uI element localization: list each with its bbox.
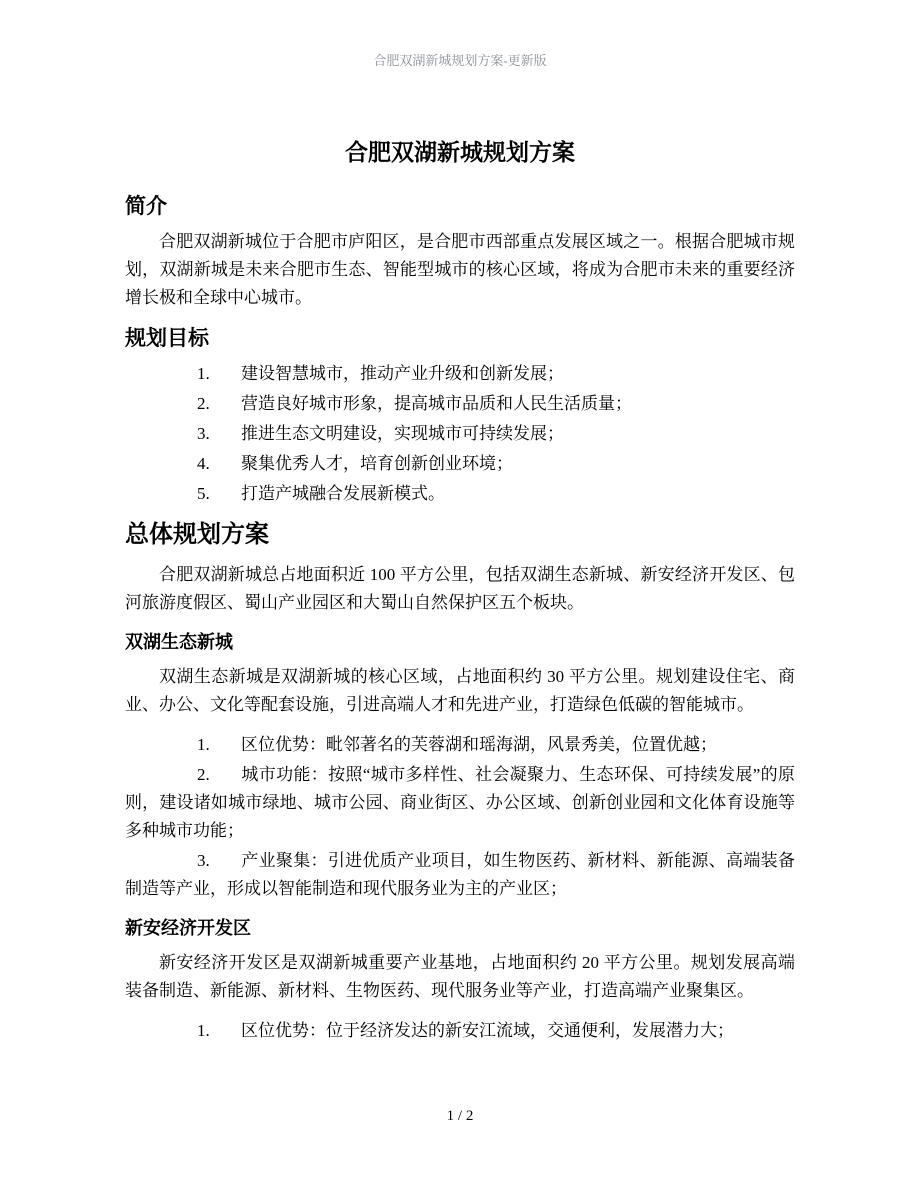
- list-item-number: 2.: [197, 394, 210, 413]
- list-item-text: 产业聚集：引进优质产业项目，如生物医药、新材料、新能源、高端装备制造等产业，形成以智能制造和现代服务业为主的产业区；: [125, 851, 795, 898]
- list-item: [125, 420, 795, 448]
- header-text: 合肥双湖新城规划方案-更新版: [373, 53, 547, 68]
- document-title: 合肥双湖新城规划方案: [345, 140, 575, 165]
- document-content: [125, 0, 795, 1057]
- list-item: [125, 731, 795, 759]
- list-item-number: 4.: [197, 454, 210, 473]
- list-item-number: 5.: [197, 484, 210, 503]
- shuanghu-list: [125, 731, 795, 903]
- list-item-text: 区位优势：毗邻著名的芙蓉湖和瑶海湖，风景秀美，位置优越；: [241, 735, 717, 754]
- section-heading-overall-plan: 总体规划方案: [125, 522, 269, 548]
- section-heading-xinan: 新安经济开发区: [125, 918, 251, 938]
- page-number: 1 / 2: [446, 1108, 474, 1124]
- list-item-text: 打造产城融合发展新模式。: [241, 484, 445, 503]
- list-item: [125, 450, 795, 478]
- list-item-text: 区位优势：位于经济发达的新安江流域，交通便利，发展潜力大；: [241, 1021, 734, 1040]
- list-item: [125, 360, 795, 388]
- section-heading-intro: 简介: [125, 194, 167, 218]
- list-item-number: 3.: [197, 424, 210, 443]
- list-item-number: 3.: [197, 851, 210, 870]
- goals-list: [125, 360, 795, 508]
- list-item: [125, 1017, 795, 1045]
- list-item-text: 聚集优秀人才，培育创新创业环境；: [241, 454, 513, 473]
- list-item-text: 城市功能：按照“城市多样性、社会凝聚力、生态环保、可持续发展”的原则，建设诸如城市绿地、城市公园、商业街区、办公区域、创新创业园和文化体育设施等多种城市功能；: [125, 765, 795, 840]
- list-item-number: 1.: [197, 1021, 210, 1040]
- section-heading-shuanghu: 双湖生态新城: [125, 632, 233, 652]
- intro-paragraph: 合肥双湖新城位于合肥市庐阳区，是合肥市西部重点发展区域之一。根据合肥城市规划，双湖新城是未来合肥市生态、智能型城市的核心区域，将成为合肥市未来的重要经济增长极和全球中心城市。: [125, 232, 795, 307]
- overall-plan-paragraph: 合肥双湖新城总占地面积近 100 平方公里，包括双湖生态新城、新安经济开发区、包河旅游度假区、蜀山产业园区和大蜀山自然保护区五个板块。: [125, 565, 795, 612]
- document-footer: [0, 1108, 920, 1125]
- list-item-text: 建设智慧城市，推动产业升级和创新发展；: [241, 364, 564, 383]
- list-item: [125, 761, 795, 845]
- list-item-number: 1.: [197, 735, 210, 754]
- list-item-text: 推进生态文明建设，实现城市可持续发展；: [241, 424, 564, 443]
- list-item: [125, 390, 795, 418]
- section-heading-goals: 规划目标: [125, 326, 209, 350]
- shuanghu-paragraph: 双湖生态新城是双湖新城的核心区域，占地面积约 30 平方公里。规划建设住宅、商业、办公、文化等配套设施，引进高端人才和先进产业，打造绿色低碳的智能城市。: [125, 667, 795, 714]
- list-item: [125, 480, 795, 508]
- list-item-number: 2.: [197, 765, 210, 784]
- list-item-text: 营造良好城市形象，提高城市品质和人民生活质量；: [241, 394, 632, 413]
- list-item-number: 1.: [197, 364, 210, 383]
- xinan-paragraph: 新安经济开发区是双湖新城重要产业基地，占地面积约 20 平方公里。规划发展高端装备制造、新能源、新材料、生物医药、现代服务业等产业，打造高端产业聚集区。: [125, 953, 795, 1000]
- list-item: [125, 847, 795, 903]
- xinan-list: [125, 1017, 795, 1045]
